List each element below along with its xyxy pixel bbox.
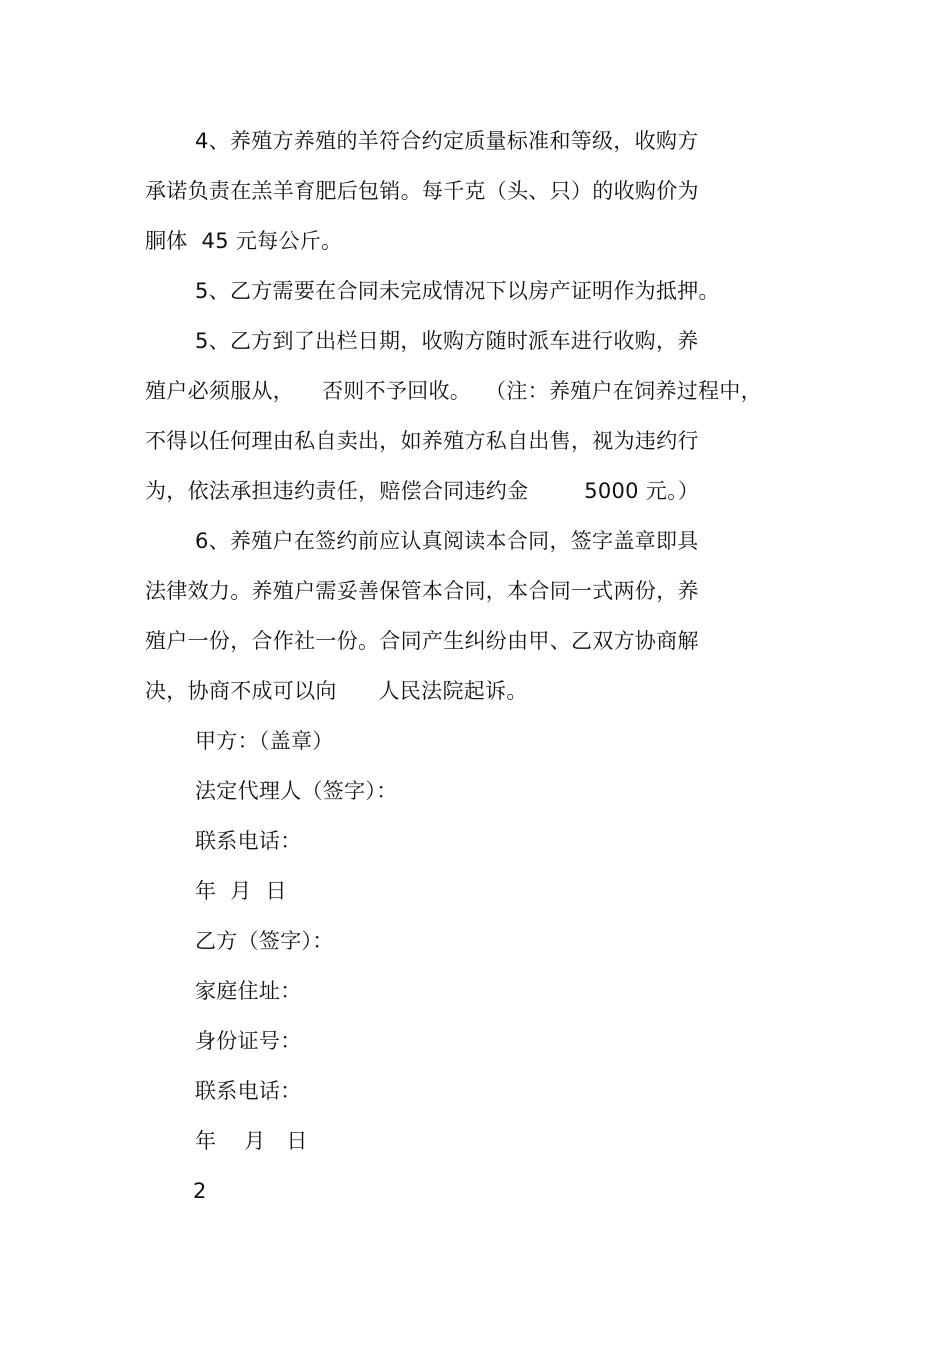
clause-5a-line-1: 5、乙方需要在合同未完成情况下以房产证明作为抵押。	[195, 279, 720, 303]
clause-5b-line-1: 5、乙方到了出栏日期，收购方随时派车进行收购，养	[195, 329, 699, 353]
page-number: 2	[193, 1179, 207, 1203]
clause-4-line-3: 胴体 45 元每公斤。	[145, 229, 343, 253]
party-a-label: 甲方：（盖章）	[195, 729, 334, 753]
clause-5b-line-4: 为，依法承担违约责任，赔偿合同违约金 5000 元。）	[145, 479, 700, 503]
party-b-date: 年 月 日	[195, 1129, 308, 1153]
party-b-label: 乙方（签字）：	[195, 929, 334, 953]
clause-4-line-1: 4、养殖方养殖的羊符合约定质量标准和等级，收购方	[195, 129, 699, 153]
party-a-phone: 联系电话：	[195, 829, 302, 853]
clause-4-line-2: 承诺负责在羔羊育肥后包销。每千克（头、只）的收购价为	[145, 179, 699, 203]
clause-5b-line-2: 殖户必须服从， 否则不予回收。 （注：养殖户在饲养过程中，	[145, 379, 762, 403]
party-b-phone: 联系电话：	[195, 1079, 302, 1103]
clause-6-line-2: 法律效力。养殖户需妥善保管本合同，本合同一式两份，养	[145, 579, 699, 603]
party-b-id-number: 身份证号：	[195, 1029, 302, 1053]
clause-6-line-3: 殖户一份，合作社一份。合同产生纠纷由甲、乙双方协商解	[145, 629, 699, 653]
clause-5b-line-3: 不得以任何理由私自卖出，如养殖方私自出售，视为违约行	[145, 429, 699, 453]
clause-6-line-4: 决，协商不成可以向 人民法院起诉。	[145, 679, 528, 703]
party-b-address: 家庭住址：	[195, 979, 302, 1003]
clause-6-line-1: 6、养殖户在签约前应认真阅读本合同，签字盖章即具	[195, 529, 699, 553]
party-a-date: 年 月 日	[195, 879, 287, 903]
party-a-legal-rep: 法定代理人（签字）：	[195, 779, 398, 803]
